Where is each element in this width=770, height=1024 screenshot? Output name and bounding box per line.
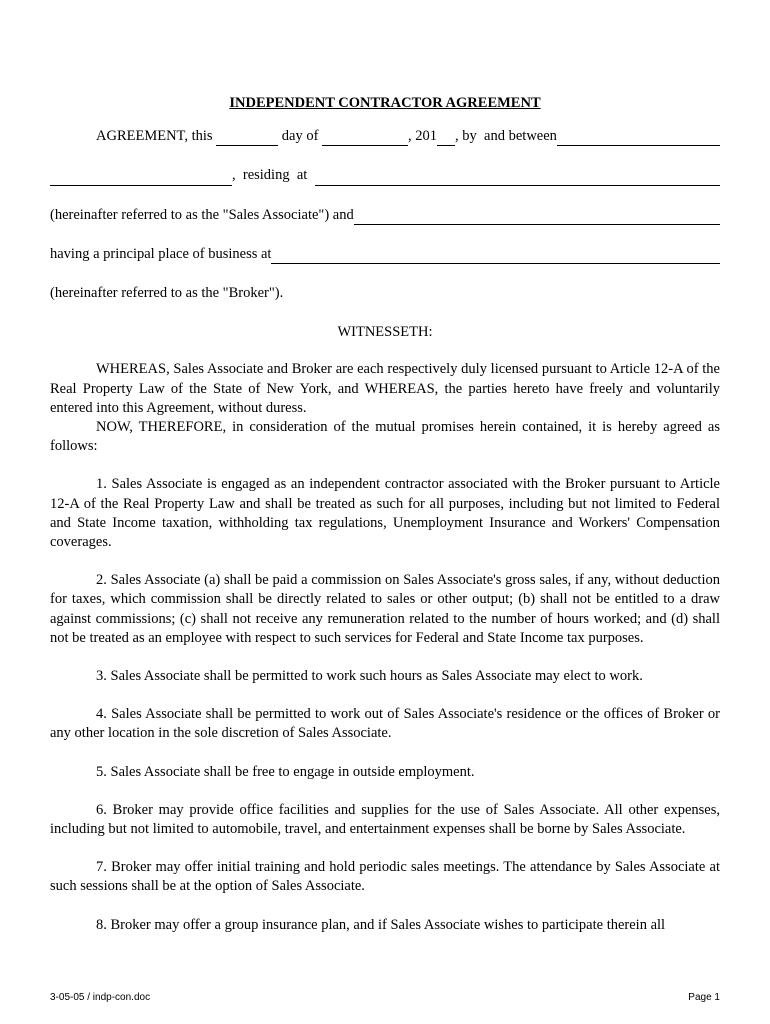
clause-4: 4. Sales Associate shall be permitted to work out of Sales Associate's residence or the offices of Broker or any other location in the sole discretion of Sales Associate. xyxy=(50,706,720,742)
footer-page-number: Page 1 xyxy=(688,992,720,1003)
now-therefore-paragraph: NOW, THEREFORE, in consideration of the mutual promises herein contained, it is hereby agreed as follows: xyxy=(50,419,720,455)
clause-8: 8. Broker may offer a group insurance plan, and if Sales Associate wishes to participate therein all xyxy=(96,916,666,933)
broker-ref-line xyxy=(50,284,720,303)
clause-6: 6. Broker may provide office facilities and supplies for the use of Sales Associate. All other expenses, including but not limited to automobile, travel, and entertainment expenses shall be borne by Sales Associate. xyxy=(50,801,720,838)
principal-place-label: having a principal place of business at xyxy=(50,245,272,262)
whereas-paragraph: WHEREAS, Sales Associate and Broker are each respectively duly licensed pursuant to Article 12-A of the Real Property Law of the State of New York, and WHEREAS, the parties hereto have freely and voluntarily entered into this Agreement, without duress. xyxy=(50,361,720,416)
document-title: INDEPENDENT CONTRACTOR AGREEMENT xyxy=(229,95,541,111)
witnesseth-heading: WITNESSETH: xyxy=(337,324,433,341)
principal-place-line xyxy=(50,245,720,264)
clause-1: 1. Sales Associate is engaged as an independent contractor associated with the Broker pursuant to Article 12-A of the Real Property Law and shall be treated as such for all purposes, including but not limited to Federal and State Income taxation, withholding tax regulations, Unemployment Insurance and Workers' Compensation coverages. xyxy=(50,476,720,551)
page-footer xyxy=(50,992,720,1003)
agreement-date-line xyxy=(50,127,720,146)
day-of-label: day of xyxy=(281,128,319,145)
document-page xyxy=(50,94,720,935)
broker-ref-label: (hereinafter referred to as the "Broker"). xyxy=(50,285,284,302)
party-one-name-blank[interactable] xyxy=(50,171,232,186)
sales-associate-ref-label: (hereinafter referred to as the "Sales Associate") and xyxy=(50,206,354,223)
by-and-between-label: , by and between xyxy=(455,128,557,145)
day-blank[interactable] xyxy=(216,131,278,146)
clause-5: 5. Sales Associate shall be free to engage in outside employment. xyxy=(96,763,475,780)
year-blank[interactable] xyxy=(437,131,455,146)
sales-associate-line xyxy=(50,206,720,225)
year-prefix-label: , 201 xyxy=(408,128,438,145)
footer-doc-ref: 3-05-05 / indp-con.doc xyxy=(50,992,151,1003)
month-blank[interactable] xyxy=(322,131,408,146)
residence-blank[interactable] xyxy=(315,171,720,186)
clause-7: 7. Broker may offer initial training and hold periodic sales meetings. The attendance by Sales Associate at such sessions shall be at the option of Sales Associate. xyxy=(50,859,720,895)
party-one-blank[interactable] xyxy=(557,131,720,146)
residing-line xyxy=(50,166,720,185)
residing-at-label: , residing at xyxy=(232,167,308,184)
broker-name-blank[interactable] xyxy=(354,210,720,225)
agreement-this-label: AGREEMENT, this xyxy=(96,128,213,145)
clause-2: 2. Sales Associate (a) shall be paid a commission on Sales Associate's gross sales, if any, without deduction for taxes, which commission shall be directly related to sales or other output; (b) shall not be entitled to a draw against commissions; (c) shall not receive any remuneration related to the number of hours worked; and (d) shall not be treated as an employee with respect to such services for Federal and State Income tax purposes. xyxy=(50,572,720,646)
clause-3: 3. Sales Associate shall be permitted to work such hours as Sales Associate may elect to work. xyxy=(96,668,643,685)
business-address-blank[interactable] xyxy=(271,249,720,264)
